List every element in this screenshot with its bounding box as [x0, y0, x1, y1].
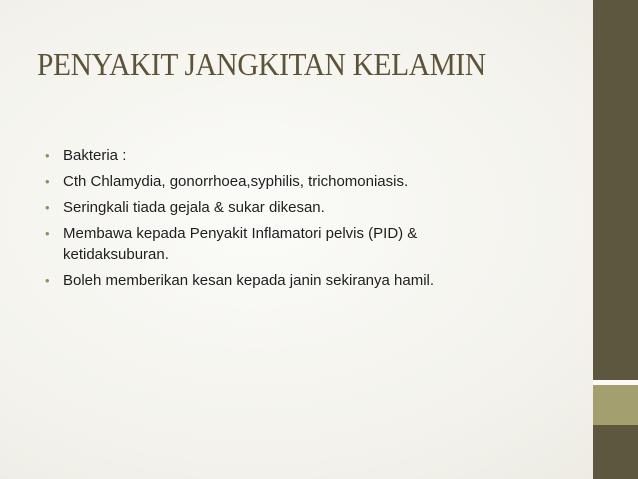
bullet-icon: • — [45, 273, 50, 288]
sidebar-decoration-top — [593, 0, 638, 380]
bullet-item — [45, 145, 525, 166]
bullet-icon: • — [45, 226, 50, 241]
bullet-item — [45, 197, 525, 218]
bullet-item — [45, 223, 525, 265]
bullet-item — [45, 270, 525, 291]
bullet-text: Cth Chlamydia, gonorrhoea,syphilis, trichomoniasis. — [63, 173, 409, 190]
sidebar-decoration-bottom — [593, 425, 638, 479]
bullet-icon: • — [45, 200, 50, 215]
bullet-text: Bakteria : — [63, 147, 127, 164]
bullet-icon: • — [45, 148, 50, 163]
sidebar-decoration-accent — [593, 385, 638, 425]
slide-title: PENYAKIT JANGKITAN KELAMIN — [37, 46, 486, 82]
bullet-text: Membawa kepada Penyakit Inflamatori pelvis (PID) & ketidaksuburan. — [63, 225, 418, 263]
bullet-icon: • — [45, 174, 50, 189]
bullet-text: Seringkali tiada gejala & sukar dikesan. — [63, 199, 325, 216]
bullet-text: Boleh memberikan kesan kepada janin sekiranya hamil. — [63, 272, 435, 289]
bullet-item — [45, 171, 525, 192]
bullet-list — [45, 145, 525, 296]
